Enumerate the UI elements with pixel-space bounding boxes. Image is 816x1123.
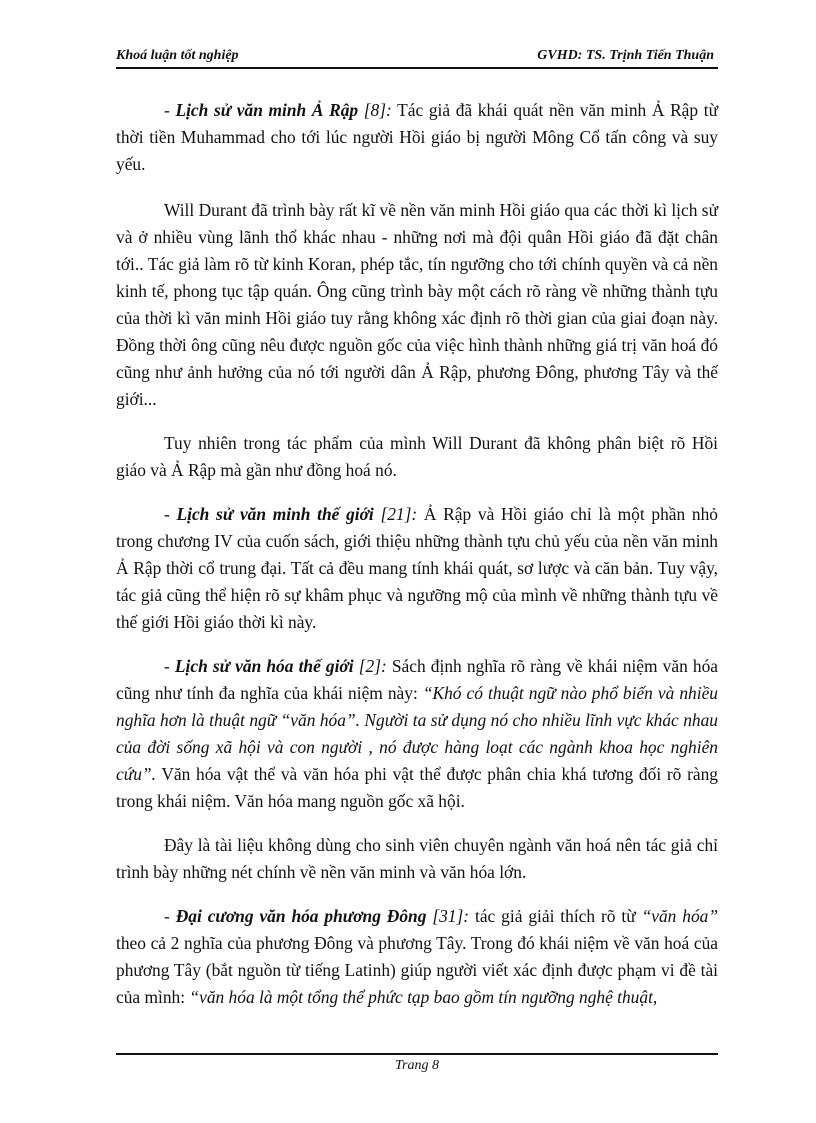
- quotation: “Khó có thuật ngữ nào phổ biến và nhiều nghĩa hơn là thuật ngữ “văn hóa”. Người ta sử dụng nó cho nhiều lĩnh vực khác nhau của đời sống xã hội và con người , nó được hàng loạt các ngành khoa học nghiên cứu”.: [116, 683, 718, 784]
- quotation: “văn hóa”: [641, 906, 719, 926]
- citation-ref: [2]:: [353, 656, 387, 676]
- paragraph-text-tail: Văn hóa vật thể và văn hóa phi vật thể được phân chia khá tương đối rõ ràng trong khái niệm. Văn hóa mang nguồn gốc xã hội.: [116, 764, 718, 811]
- paragraph-text: Will Durant đã trình bày rất kĩ về nền văn minh Hồi giáo qua các thời kì lịch sử và ở nhiều vùng lãnh thổ khác nhau - những nơi mà đội quân Hồi giáo đã đặt chân tới.. Tác giả làm rõ từ kinh Koran, phép tắc, tín ngưỡng cho tới chính quyền và cả nền kinh tế, phong tục tập quán. Ông cũng trình bày một cách rõ ràng về những thành tựu của thời kì văn minh Hồi giáo tuy rằng không xác định rõ thời gian của giai đoạn này. Đồng thời ông cũng nêu được nguồn gốc của việc hình thành những giá trị văn hoá đó cũng như ảnh hưởng của nó tới người dân Ả Rập, phương Đông, phương Tây và thế giới...: [116, 200, 718, 409]
- paragraph-text: tác giả giải thích rõ từ: [469, 906, 642, 926]
- document-body: [116, 97, 718, 1028]
- list-dash: -: [164, 504, 177, 524]
- book-title: Lịch sử văn minh Ả Rập: [175, 100, 359, 120]
- paragraph-text: Sách định nghĩa rõ ràng về khái niệm văn hóa cũng như tính đa nghĩa của khái niệm này:: [116, 656, 719, 703]
- paragraph-arab-civilization: [116, 97, 718, 178]
- header-thesis-title: Khoá luận tốt nghiệp: [116, 48, 239, 63]
- paragraph-world-culture: [116, 653, 718, 815]
- paragraph-not-for-students: [116, 832, 718, 886]
- paragraph-will-durant: [116, 197, 718, 413]
- quotation-continued: “văn hóa là một tổng thể phức tạp bao gồm tín ngưỡng nghệ thuật,: [189, 987, 658, 1007]
- paragraph-text: Ả Rập và Hồi giáo chỉ là một phần nhỏ trong chương IV của cuốn sách, giới thiệu những thành tựu chủ yếu của nền văn minh Ả Rập thời cổ trung đại. Tất cả đều mang tính khái quát, sơ lược và căn bản. Tuy vậy, tác giả cũng thể hiện rõ sự khâm phục và ngưỡng mộ của mình về những thành tựu về thế giới Hồi giáo thời kì này.: [116, 504, 718, 632]
- citation-ref: [21]:: [373, 504, 418, 524]
- paragraph-text: Đây là tài liệu không dùng cho sinh viên chuyên ngành văn hoá nên tác giả chỉ trình bày những nét chính về nền văn minh và văn hóa lớn.: [116, 835, 718, 882]
- header-advisor: GVHD: TS. Trịnh Tiến Thuận: [537, 48, 714, 63]
- book-title: Lịch sử văn minh thế giới: [176, 504, 374, 524]
- paragraph-text: Tuy nhiên trong tác phẩm của mình Will Durant đã không phân biệt rõ Hồi giáo và Ả Rập mà gần như đồng hoá nó.: [116, 433, 718, 480]
- citation-ref: [8]:: [358, 100, 392, 120]
- list-dash: -: [164, 100, 176, 120]
- list-dash: -: [164, 906, 176, 926]
- footer-divider: [116, 1053, 718, 1055]
- paragraph-eastern-culture: [116, 903, 718, 1011]
- book-title: Lịch sử văn hóa thế giới: [174, 656, 354, 676]
- page-number: Trang 8: [395, 1058, 439, 1073]
- page-header: [116, 47, 718, 69]
- list-dash: -: [164, 656, 175, 676]
- book-title: Đại cương văn hóa phương Đông: [175, 906, 427, 926]
- paragraph-world-civilization: [116, 501, 718, 636]
- citation-ref: [31]:: [426, 906, 470, 926]
- paragraph-text-tail: theo cả 2 nghĩa của phương Đông và phương Tây. Trong đó khái niệm về văn hoá của phương Tây (bắt nguồn từ tiếng Latinh) giúp người viết xác định được phạm vi đề tài của mình:: [116, 933, 718, 1007]
- paragraph-however: [116, 430, 718, 484]
- paragraph-text: Tác giả đã khái quát nền văn minh Ả Rập từ thời tiền Muhammad cho tới lúc người Hồi giáo bị người Mông Cổ tấn công và suy yếu.: [116, 100, 718, 174]
